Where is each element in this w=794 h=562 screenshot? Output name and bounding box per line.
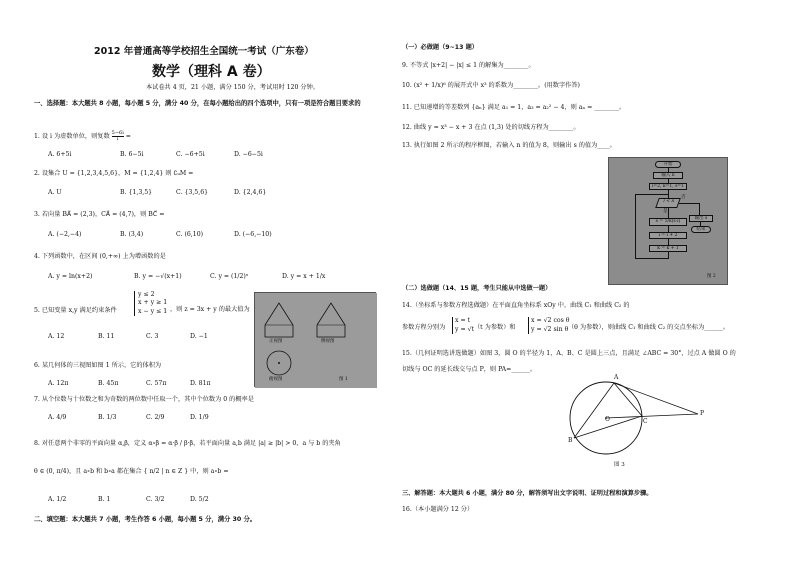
flow-step-i: i = i + 2	[649, 232, 687, 239]
q8-option-c: C. 3/2	[146, 496, 165, 503]
q5-constraint-3: x − y ≤ 1	[138, 307, 168, 315]
flow-line	[635, 194, 636, 258]
q15-line-2: 切线与 OC 的延长线交与点 P，则 PA=______。	[402, 366, 537, 373]
figure-3-tangent-ap	[614, 383, 698, 414]
q4-option-c: C. y = (1/2)ˣ	[210, 273, 249, 280]
flow-end: 结束	[691, 226, 711, 233]
figure-3-label-c: C	[643, 418, 648, 425]
q14-text-b: 参数方程分别为	[402, 324, 446, 331]
flow-step-k: k = k + 1	[649, 245, 687, 252]
q6-option-a: A. 12π	[48, 380, 69, 387]
q7-option-c: C. 2/9	[146, 414, 165, 421]
section2-heading: 二、填空题：本大题共 7 小题，考生作答 6 小题，每小题 5 分，满分 30 分。	[34, 516, 257, 523]
q4-option-a: A. y = ln(x+2)	[48, 273, 93, 280]
q14-system-1	[452, 317, 474, 334]
q2-option-a: A. U	[48, 189, 62, 196]
flow-line	[635, 194, 668, 195]
q14-system-2	[528, 317, 570, 334]
q1-stem	[34, 131, 131, 142]
q1-fraction	[112, 131, 124, 142]
figure-3-caption: 图 3	[614, 462, 625, 468]
flow-output: 输出 s	[689, 215, 713, 222]
q6-option-c: C. 57π	[146, 380, 167, 387]
flow-line	[668, 190, 669, 198]
required-subheading: （一）必做题（9~13 题）	[402, 44, 478, 51]
q5-constraint-system	[134, 291, 167, 316]
section3-heading: 三、解答题：本大题共 6 小题，满分 80 分，解答须写出文字说明、证明过程和演算步骤。	[402, 490, 653, 497]
q7-option-a: A. 4/9	[48, 414, 67, 421]
q2-option-d: D. {2,4,6}	[234, 189, 267, 196]
q8-line-2: θ ∈ (0, π/4)，且 a∘b 和 b∘a 都在集合 { n/2 | n ∈ Z } 中，则 a∘b =	[34, 468, 229, 475]
q5-text-b: ，则 z = 3x + y 的最大值为	[170, 306, 250, 313]
q1-option-a: A. 6+5i	[48, 151, 72, 158]
section1-heading: 一、选择题：本大题共 8 小题，每小题 5 分，满分 40 分，在每小题给出的四个选项中，只有一项是符合题目要求的	[34, 100, 361, 107]
flow-step-s: s = 1/k(s·i)	[649, 218, 687, 226]
q14-eq-1: x = t	[455, 317, 471, 324]
exam-subtitle: 数学（理科 A 卷）	[152, 64, 271, 80]
q2-option-c: C. {3,5,6}	[176, 189, 209, 196]
q3-option-d: D. (−6,−10)	[234, 231, 272, 238]
q6-stem: 6. 某几何体的三视图如图 1 所示，它的体积为	[34, 362, 162, 369]
q6-option-d: D. 81π	[190, 380, 211, 387]
flow-line	[668, 208, 669, 218]
q12: 12. 曲线 y = x³ − x + 3 在点 (1,3) 处的切线方程为________。	[402, 124, 580, 131]
figure-1-caption: 图 1	[339, 377, 348, 382]
q3-option-a: A. (−2,−4)	[48, 231, 82, 238]
q4-stem: 4. 下列函数中，在区间 (0,+∞) 上为增函数的是	[34, 253, 166, 260]
figure-1-side-label: 侧视图	[321, 339, 335, 344]
q2-stem: 2. 设集合 U = {1,2,3,4,5,6}，M = {1,2,4} 则 ∁ᵤM =	[34, 170, 194, 177]
q1-frac-den: i	[116, 136, 119, 142]
q14-line-1: 14.（坐标系与参数方程选做题）在平面直角坐标系 xOy 中，曲线 C₁ 和曲线 C₂ 的	[402, 302, 630, 309]
q1-text: 1. 设 i 为虚数单位，则复数	[34, 133, 110, 140]
q5-text-a: 5. 已知变量 x,y 满足约束条件	[34, 307, 117, 314]
optional-subheading: （二）选做题（14、15 题，考生只能从中选做一题）	[402, 285, 552, 292]
q14-eq-2: y = √t	[455, 325, 475, 333]
figure-2-flowchart	[608, 157, 728, 285]
q3-option-c: C. (6,10)	[176, 231, 204, 238]
figure-3-label-o: O	[605, 416, 610, 423]
q6-option-b: B. 45π	[98, 380, 119, 387]
q14-text-c: （t 为参数）和	[474, 324, 516, 331]
q11: 11. 已知递增的等差数列 {aₙ} 满足 a₁ = 1，a₃ = a₂² − 4，则 aₙ = ________。	[402, 104, 626, 111]
figure-3-label-a: A	[614, 374, 619, 381]
exam-info: 本试卷共 4 页，21 小题，满分 150 分，考试用时 120 分钟。	[146, 84, 319, 91]
q4-option-d: D. y = x + 1/x	[282, 273, 326, 280]
flow-init: i=2, k=1, s=1	[649, 183, 687, 190]
q13: 13. 执行如图 2 所示的程序框图，若输入 n 的值为 8，则输出 s 的值为____。	[402, 142, 616, 149]
q5-option-a: A. 12	[48, 333, 65, 340]
flow-start: 开始	[655, 161, 681, 168]
q1-option-d: D. −6−5i	[234, 151, 263, 158]
q1-tail: =	[125, 133, 131, 140]
q1-option-b: B. 6−5i	[120, 151, 144, 158]
q14-text-d: （θ 为参数），则曲线 C₁ 和曲线 C₂ 的交点坐标为______。	[568, 324, 730, 331]
q1-frac-num: 5−6i	[111, 130, 124, 136]
q7-option-d: D. 1/9	[190, 414, 209, 421]
q7-stem: 7. 从个位数与十位数之和为奇数的两位数中任取一个，其中个位数为 0 的概率是	[34, 396, 254, 403]
figure-3-label-p: P	[700, 410, 705, 417]
q5-option-c: C. 3	[146, 333, 159, 340]
flow-yes-label: 是	[663, 209, 668, 214]
q2-option-b: B. {1,3,5}	[120, 189, 153, 196]
q8-option-b: B. 1	[98, 496, 111, 503]
flow-line	[699, 203, 700, 215]
q3-option-b: B. (3,4)	[120, 231, 144, 238]
q5-option-d: D. −1	[190, 333, 208, 340]
figure-1-top-label: 俯视图	[269, 377, 283, 382]
q16: 16.（本小题满分 12 分）	[402, 506, 474, 513]
figure-2-caption: 图 2	[707, 274, 716, 279]
figure-3-label-b: B	[568, 437, 573, 444]
q4-option-b: B. y = −√(x+1)	[134, 273, 182, 280]
flow-line	[679, 203, 699, 204]
q14-eq-4: y = √2 sin θ	[531, 325, 569, 333]
q5-option-b: B. 11	[98, 333, 115, 340]
figure-1-three-views	[254, 292, 376, 387]
flow-line	[635, 258, 669, 259]
q8-line-1: 8. 对任意两个非零的平面向量 α,β，定义 α∘β = α·β / β·β，若平面向量 a,b 满足 |a| ≥ |b| > 0，a 与 b 的夹角	[34, 440, 341, 447]
figure-1-front-label: 正视图	[269, 339, 283, 344]
q5-stem	[34, 307, 117, 315]
figure-3-chord-ab	[574, 383, 614, 438]
q5-constraint-1: y ≤ 2	[138, 291, 155, 298]
figure-3-line-op	[606, 414, 698, 418]
q14-eq-3: x = √2 cos θ	[531, 317, 570, 324]
exam-title: 2012 年普通高等学校招生全国统一考试（广东卷）	[94, 46, 314, 57]
q10: 10. (x² + 1/x)⁶ 的展开式中 x³ 的系数为________。(用数字作答)	[402, 82, 580, 89]
q15-line-1: 15.（几何证明选讲选做题）如图 3，圆 O 的半径为 1，A、B、C 是圆上三点，且满足 ∠ABC = 30°，过点 A 做圆 O 的	[402, 350, 736, 357]
q1-option-c: C. −6+5i	[176, 151, 205, 158]
flow-input: 输入 n	[653, 172, 683, 179]
q8-option-a: A. 1/2	[48, 496, 67, 503]
q5-constraint-2: x + y ≥ 1	[138, 299, 168, 307]
figure-3-circle-diagram	[562, 372, 712, 472]
q14-line-2	[402, 324, 445, 332]
q3-stem: 3. 若向量 BA⃗ = (2,3)，CA⃗ = (4,7)，则 BC⃗ =	[34, 211, 165, 218]
q8-option-d: D. 5/2	[190, 496, 209, 503]
q9: 9. 不等式 |x+2| − |x| ≤ 1 的解集为________。	[402, 62, 535, 69]
q7-option-b: B. 1/3	[98, 414, 117, 421]
flow-condition: i < n	[655, 198, 681, 208]
flow-no-label: 否	[681, 195, 686, 200]
